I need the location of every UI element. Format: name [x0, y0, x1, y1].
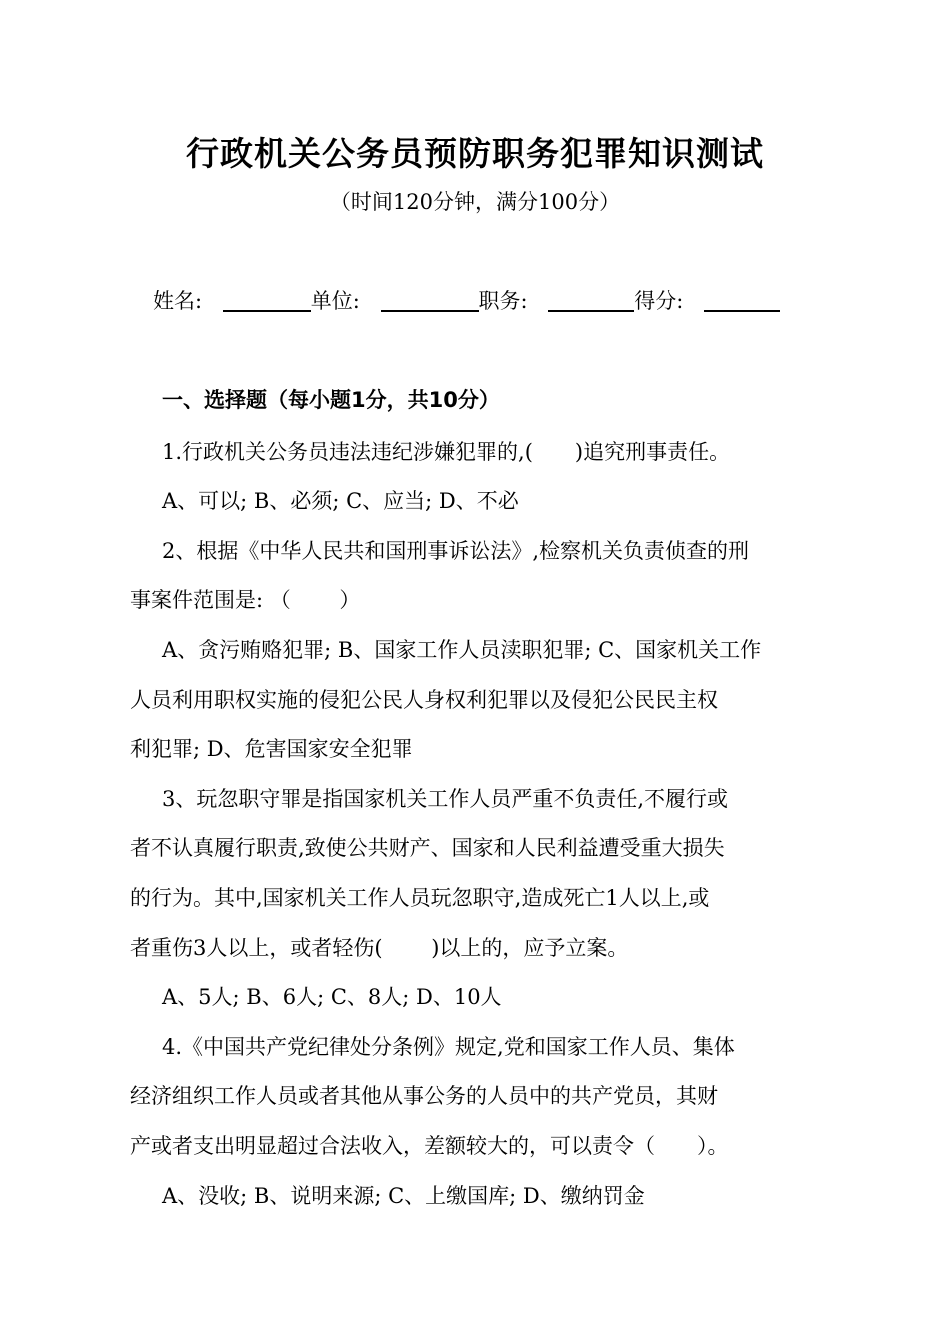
- question-3-cont: 者重伤3人以上，或者轻伤( )以上的，应予立案。: [130, 936, 629, 960]
- question-4-cont: 经济组织工作人员或者其他从事公务的人员中的共产党员，其财: [130, 1084, 718, 1108]
- question-2-options-end: 利犯罪; D、危害国家安全犯罪: [130, 737, 413, 761]
- examinee-info: [153, 285, 780, 315]
- page-title: 行政机关公务员预防职务犯罪知识测试: [186, 134, 764, 173]
- unit-blank[interactable]: [381, 288, 479, 312]
- name-blank[interactable]: [223, 288, 311, 312]
- section-heading: 一、选择题（每小题1分，共10分）: [162, 388, 500, 412]
- position-blank[interactable]: [548, 288, 634, 312]
- unit-label: 单位:: [310, 289, 360, 313]
- score-blank[interactable]: [704, 288, 780, 312]
- question-1-options: A、可以; B、必须; C、应当; D、不必: [162, 489, 519, 513]
- question-4: 4.《中国共产党纪律处分条例》规定,党和国家工作人员、集体: [162, 1035, 735, 1059]
- question-3: 3、玩忽职守罪是指国家机关工作人员严重不负责任,不履行或: [162, 787, 729, 811]
- question-2: 2、根据《中华人民共和国刑事诉讼法》,检察机关负责侦查的刑: [162, 539, 750, 563]
- page-subtitle: （时间120分钟，满分100分）: [329, 190, 621, 214]
- question-2-options-cont: 人员利用职权实施的侵犯公民人身权利犯罪以及侵犯公民民主权: [130, 688, 718, 712]
- question-1: 1.行政机关公务员违法违纪涉嫌犯罪的,( )追究刑事责任。: [162, 440, 731, 464]
- position-label: 职务:: [478, 289, 528, 313]
- question-2-options: A、贪污贿赂犯罪; B、国家工作人员渎职犯罪; C、国家机关工作: [162, 638, 762, 662]
- question-3-cont: 的行为。其中,国家机关工作人员玩忽职守,造成死亡1人以上,或: [130, 886, 710, 910]
- question-3-options: A、5人; B、6人; C、8人; D、10人: [162, 985, 502, 1009]
- score-label: 得分:: [634, 289, 684, 313]
- question-3-cont: 者不认真履行职责,致使公共财产、国家和人民利益遭受重大损失: [130, 836, 725, 860]
- question-4-options: A、没收; B、说明来源; C、上缴国库; D、缴纳罚金: [162, 1184, 645, 1208]
- name-label: 姓名:: [153, 289, 203, 313]
- question-2-cont: 事案件范围是: （ ）: [130, 588, 361, 612]
- question-4-cont: 产或者支出明显超过合法收入，差额较大的，可以责令（ ）。: [130, 1134, 729, 1158]
